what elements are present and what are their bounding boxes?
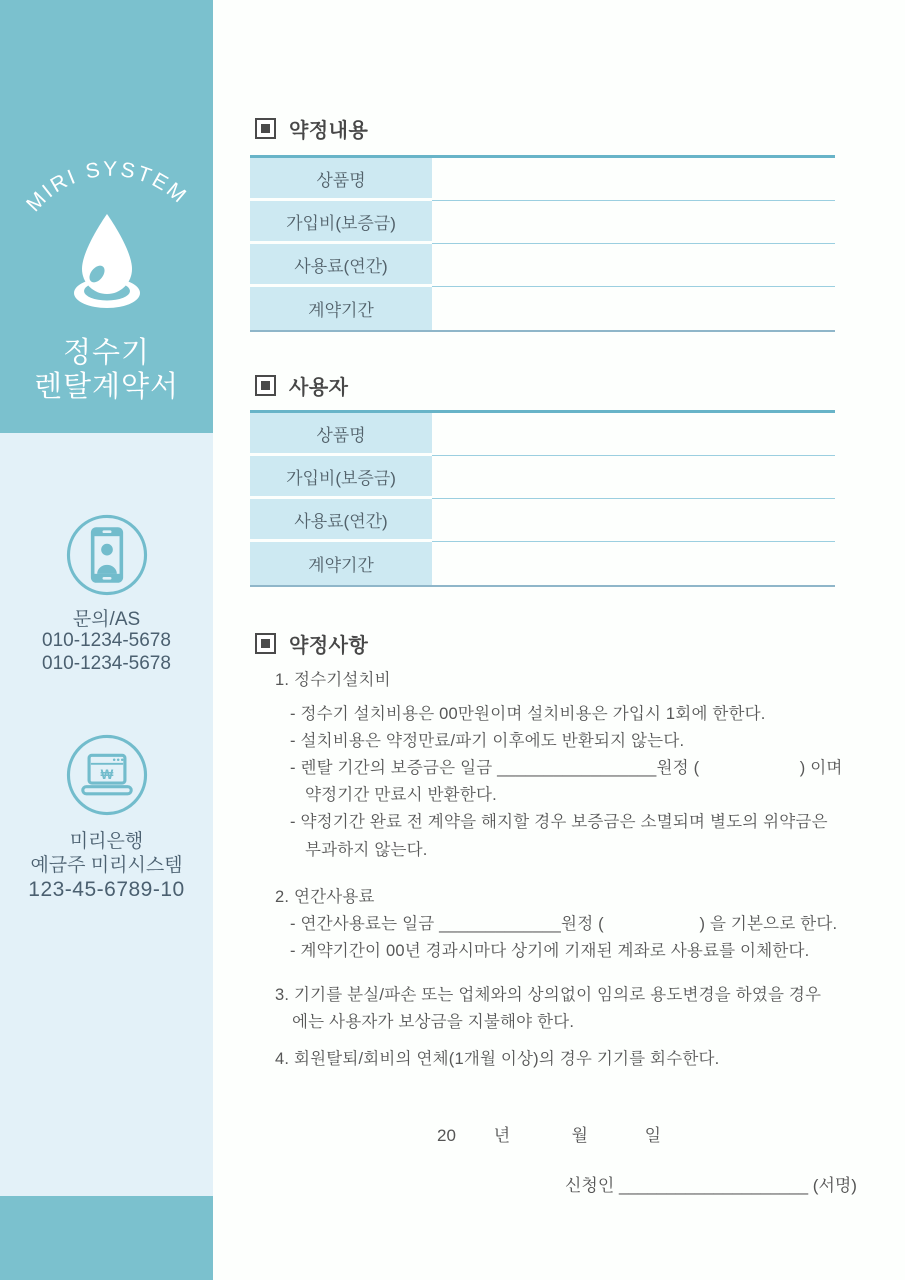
terms-item2-heading: 2. 연간사용료: [275, 888, 375, 906]
table-row: [250, 542, 835, 585]
section-title-agreement: [255, 114, 368, 143]
laptop-banking-icon: [64, 732, 150, 818]
row-label-deposit: 가입비(보증금): [250, 201, 432, 244]
date-blank-line[interactable]: 20 년 월 일: [437, 1126, 662, 1145]
terms-item3-line1: 3. 기기를 분실/파손 또는 업체와의 상의없이 임의로 용도변경을 하였을 경우: [275, 986, 822, 1004]
table-row: [250, 244, 835, 287]
signature-blank-line[interactable]: 신청인 ____________________ (서명): [565, 1176, 857, 1195]
row-value-fee-blank[interactable]: [432, 244, 835, 287]
terms-item1-bullet3-blank-line[interactable]: - 렌탈 기간의 보증금은 일금 _________________원정 ( ) 이며: [290, 759, 843, 777]
user-table: [250, 410, 835, 587]
sidebar-bottom-panel: [0, 1196, 213, 1280]
agreement-table: [250, 155, 835, 332]
section-title-agreement-label: 약정내용: [289, 120, 369, 142]
square-bullet-icon: [255, 633, 276, 654]
terms-item1-bullet3-cont: 약정기간 만료시 반환한다.: [305, 786, 497, 804]
terms-item2-bullet2: - 계약기간이 00년 경과시마다 상기에 기재된 계좌로 사용료를 이체한다.: [290, 942, 810, 960]
row-value-fee-blank[interactable]: [432, 499, 835, 542]
row-label-period: 계약기간: [250, 287, 432, 330]
row-label-product: 상품명: [250, 413, 432, 456]
row-value-period-blank[interactable]: [432, 287, 835, 330]
terms-item1-bullet2: - 설치비용은 약정만료/파기 이후에도 반환되지 않는다.: [290, 732, 685, 750]
table-row: [250, 201, 835, 244]
table-row: [250, 287, 835, 330]
terms-item3-line2: 에는 사용자가 보상금을 지불해야 한다.: [292, 1013, 575, 1031]
row-label-product: 상품명: [250, 158, 432, 201]
bank-account-number: 123-45-6789-10: [28, 878, 185, 901]
brand-sidebar: [0, 0, 213, 1280]
won-symbol: ₩: [100, 767, 114, 783]
square-bullet-icon: [255, 375, 276, 396]
terms-item1-heading: 1. 정수기설치비: [275, 671, 391, 689]
bank-name: 미리은행: [69, 831, 144, 852]
svg-text:MIRI SYSTEM: [22, 158, 192, 216]
contact-phone-2: 010-1234-5678: [42, 653, 171, 674]
section-title-terms: [255, 629, 368, 658]
table-row: [250, 499, 835, 542]
bank-account-holder: 예금주 미리시스템: [30, 855, 183, 876]
section-title-user: [255, 371, 348, 400]
row-value-deposit-blank[interactable]: [432, 456, 835, 499]
table-row: [250, 413, 835, 456]
table-row: [250, 158, 835, 201]
terms-item1-bullet4-cont: 부과하지 않는다.: [305, 841, 428, 859]
row-label-fee: 사용료(연간): [250, 244, 432, 287]
section-title-terms-label: 약정사항: [289, 635, 369, 657]
terms-item4-line1: 4. 회원탈퇴/회비의 연체(1개월 이상)의 경우 기기를 회수한다.: [275, 1050, 720, 1068]
water-drop-ripple-icon: [51, 212, 163, 316]
sidebar-top-panel: [0, 0, 213, 433]
contract-body: [213, 0, 905, 1280]
terms-item1-bullet1: - 정수기 설치비용은 00만원이며 설치비용은 가입시 1회에 한한다.: [290, 705, 766, 723]
table-row: [250, 456, 835, 499]
row-value-product-blank[interactable]: [432, 158, 835, 201]
brand-arc-label: MIRI SYSTEM: [22, 157, 192, 217]
row-value-period-blank[interactable]: [432, 542, 835, 585]
row-label-period: 계약기간: [250, 542, 432, 585]
row-label-deposit: 가입비(보증금): [250, 456, 432, 499]
row-value-product-blank[interactable]: [432, 413, 835, 456]
smartphone-contact-icon: [64, 512, 150, 598]
square-bullet-icon: [255, 118, 276, 139]
brand-title-line1: 정수기: [62, 337, 151, 369]
contact-label: 문의/AS: [72, 609, 141, 630]
brand-title-line2: 렌탈계약서: [33, 371, 180, 403]
terms-item1-bullet4: - 약정기간 완료 전 계약을 해지할 경우 보증금은 소멸되며 별도의 위약금은: [290, 813, 828, 831]
section-title-user-label: 사용자: [289, 377, 349, 399]
contact-phone-1: 010-1234-5678: [42, 630, 171, 651]
terms-item2-bullet1-blank-line[interactable]: - 연간사용료는 일금 _____________원정 ( ) 을 기본으로 한다.: [290, 915, 838, 933]
row-value-deposit-blank[interactable]: [432, 201, 835, 244]
row-label-fee: 사용료(연간): [250, 499, 432, 542]
